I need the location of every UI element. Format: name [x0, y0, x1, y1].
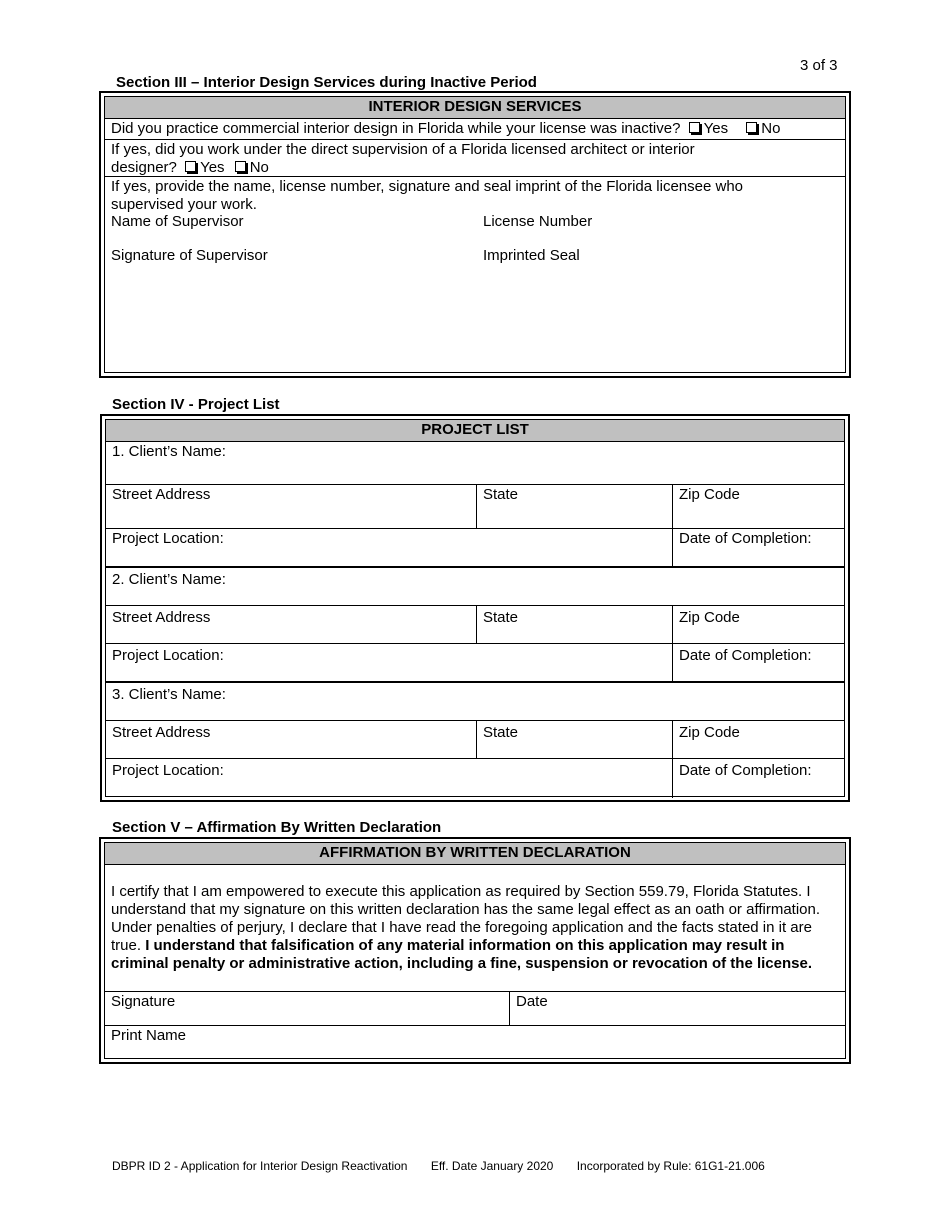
- q1-yes-checkbox[interactable]: [689, 122, 700, 133]
- q1-no-checkbox[interactable]: [746, 122, 757, 133]
- declaration-bold: I understand that falsification of any material information on this application may result in criminal penalty or administrative action, including a fine, suspension or revocation of the license.: [111, 937, 812, 972]
- date-label: Date: [516, 993, 548, 1010]
- footer-form-id: DBPR ID 2 - Application for Interior Design Reactivation: [112, 1159, 408, 1173]
- q1-row: [105, 119, 845, 140]
- q2-yes-label: Yes: [200, 159, 225, 176]
- project-3-state-field[interactable]: [476, 721, 672, 758]
- declaration-row: [105, 865, 845, 992]
- street-label: Street Address: [112, 724, 211, 741]
- section-4-title: Section IV - Project List: [112, 396, 280, 413]
- q2-yes-checkbox[interactable]: [185, 161, 196, 172]
- q1-text: Did you practice commercial interior design in Florida while your license was inactive?: [111, 120, 681, 137]
- state-label: State: [483, 486, 519, 503]
- print-name-label: Print Name: [111, 1027, 187, 1044]
- completion-label: Date of Completion:: [679, 762, 812, 779]
- q2-text-line1: If yes, did you work under the direct supervision of a Florida licensed architect or interior: [111, 141, 695, 158]
- project-3-location-field[interactable]: [106, 759, 672, 798]
- state-label: State: [483, 724, 519, 741]
- project-1-zip-field[interactable]: [672, 485, 844, 528]
- location-label: Project Location:: [112, 530, 224, 547]
- q1-yes-label: Yes: [703, 120, 729, 137]
- project-3-zip-field[interactable]: [672, 721, 844, 758]
- q2-row: [105, 140, 845, 177]
- project-1-street-field[interactable]: [106, 485, 476, 528]
- project-2-location-field[interactable]: [106, 644, 672, 681]
- project-1-location-field[interactable]: [106, 529, 672, 566]
- q3-row: [105, 177, 845, 367]
- location-label: Project Location:: [112, 647, 224, 664]
- project-2-zip-field[interactable]: [672, 606, 844, 643]
- project-3-street-field[interactable]: [106, 721, 476, 758]
- completion-label: Date of Completion:: [679, 530, 812, 547]
- section-5-title: Section V – Affirmation By Written Declaration: [112, 819, 442, 836]
- q2-text-line2: designer?: [111, 159, 177, 176]
- q3-text-line1: If yes, provide the name, license number, signature and seal imprint of the Florida licensee who: [111, 178, 744, 195]
- zip-label: Zip Code: [679, 486, 740, 503]
- footer-eff-date: Eff. Date January 2020: [430, 1159, 554, 1173]
- project-2-completion-field[interactable]: [672, 644, 844, 681]
- signature-row: [105, 992, 845, 1026]
- project-3-address-row: [106, 721, 844, 759]
- print-name-row: [105, 1026, 845, 1060]
- project-1-location-row: [106, 529, 844, 568]
- project-1-state-field[interactable]: [476, 485, 672, 528]
- project-1-client-label: 1. Client’s Name:: [112, 443, 226, 460]
- project-1-address-row: [106, 485, 844, 529]
- project-2-state-field[interactable]: [476, 606, 672, 643]
- section-4-box: [100, 414, 850, 802]
- footer-rule: Incorporated by Rule: 61G1-21.006: [576, 1159, 765, 1173]
- project-1-completion-field[interactable]: [672, 529, 844, 566]
- zip-label: Zip Code: [679, 724, 740, 741]
- page-number: 3 of 3: [800, 57, 838, 74]
- declaration-plain: I certify that I am empowered to execute this application as required by Section 559.79, Florida Statutes. I understand that my signature on this written declaration has the same legal effect as an oath or affirmation. Under penalties of perjury, I declare that I have read the foregoing application and the facts stated in it are true.: [111, 883, 821, 954]
- project-2-address-row: [106, 606, 844, 644]
- signature-field[interactable]: [105, 992, 509, 1025]
- date-field[interactable]: [509, 992, 845, 1025]
- street-label: Street Address: [112, 486, 211, 503]
- project-2-client-row[interactable]: [106, 568, 844, 606]
- project-3-client-label: 3. Client’s Name:: [112, 686, 226, 703]
- section-3-title: Section III – Interior Design Services during Inactive Period: [116, 74, 537, 91]
- street-label: Street Address: [112, 609, 211, 626]
- completion-label: Date of Completion:: [679, 647, 812, 664]
- project-3-location-row: [106, 759, 844, 798]
- project-1-client-row[interactable]: [106, 442, 844, 485]
- section-4-header: PROJECT LIST: [106, 420, 844, 442]
- project-2-client-label: 2. Client’s Name:: [112, 571, 226, 588]
- zip-label: Zip Code: [679, 609, 740, 626]
- supervisor-name-label: Name of Supervisor: [111, 213, 244, 230]
- print-name-field[interactable]: [105, 1026, 845, 1060]
- section-5-box: [99, 837, 851, 1064]
- imprinted-seal-label: Imprinted Seal: [483, 247, 580, 264]
- q3-text-line2: supervised your work.: [111, 196, 257, 213]
- footer: [112, 1159, 785, 1173]
- state-label: State: [483, 609, 519, 626]
- q1-no-label: No: [761, 120, 781, 137]
- project-3-completion-field[interactable]: [672, 759, 844, 798]
- section-5-header: AFFIRMATION BY WRITTEN DECLARATION: [105, 843, 845, 865]
- q2-no-label: No: [249, 159, 269, 176]
- q2-no-checkbox[interactable]: [235, 161, 246, 172]
- signature-label: Signature: [111, 993, 176, 1010]
- project-3-client-row[interactable]: [106, 683, 844, 721]
- section-3-box: [99, 91, 851, 378]
- location-label: Project Location:: [112, 762, 224, 779]
- section-3-header: INTERIOR DESIGN SERVICES: [105, 97, 845, 119]
- license-number-label: License Number: [483, 213, 593, 230]
- project-2-location-row: [106, 644, 844, 683]
- declaration-text: [105, 865, 845, 973]
- supervisor-signature-label: Signature of Supervisor: [111, 247, 268, 264]
- project-2-street-field[interactable]: [106, 606, 476, 643]
